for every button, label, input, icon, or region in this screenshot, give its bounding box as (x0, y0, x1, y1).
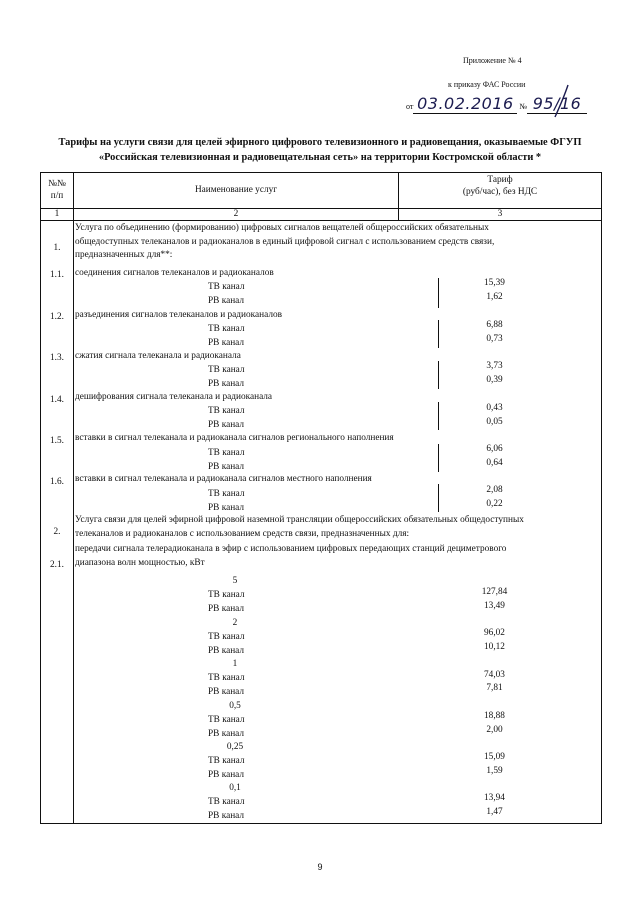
power-0-5-tv-value: 18,88 (484, 711, 505, 721)
item-1-2-tv-label: ТВ канал (208, 324, 245, 334)
power-0-5-rv-label: РВ канал (208, 729, 245, 739)
title-line-2: «Российская телевизионная и радиовещательная сеть» на территории Костромской области * (98, 151, 542, 163)
col-name-header: Наименование услуг (194, 185, 278, 195)
power-1-label: 1 (232, 659, 238, 669)
value-separator (438, 320, 439, 348)
document-title (40, 136, 600, 165)
item-1-6-name: вставки в сигнал телеканала и радиоканала сигналов местного наполнения (75, 474, 372, 484)
item-1-1-tv-value: 15,39 (484, 278, 505, 288)
item-1-6-number: 1.6. (50, 477, 64, 487)
value-separator (438, 278, 439, 308)
power-5-tv-label: ТВ канал (208, 590, 245, 600)
item-1-6-tv-value: 2,08 (486, 485, 503, 495)
item-1-1-rv-value: 1,62 (486, 292, 503, 302)
item-1-1-name: соединения сигналов телеканалов и радиоканалов (75, 268, 274, 278)
item-1-5-tv-label: ТВ канал (208, 448, 245, 458)
power-5-label: 5 (232, 576, 238, 586)
section-2-number: 2. (53, 527, 61, 537)
value-separator (438, 402, 439, 430)
power-0-25-rv-label: РВ канал (208, 770, 245, 780)
item-1-1-number: 1.1. (50, 270, 64, 280)
item-1-3-tv-value: 3,73 (486, 361, 503, 371)
item-1-4-number: 1.4. (50, 395, 64, 405)
power-0-1-label: 0,1 (229, 783, 241, 793)
item-1-3-name: сжатия сигнала телеканала и радиоканала (75, 351, 241, 361)
item-1-2-rv-value: 0,73 (486, 334, 503, 344)
table-top-border (41, 172, 601, 173)
section-1-text: Услуга по объединению (формированию) цифровых сигналов вещателей общероссийских обязательных общедоступных телеканалов и радиоканалов в единый цифровой сигнал с использованием средств связи, предназначенных для**: (75, 223, 495, 260)
col-index-1: 1 (54, 209, 60, 219)
power-5-tv-value: 127,84 (481, 587, 508, 597)
item-1-2-name: разъединения сигналов телеканалов и радиоканалов (75, 310, 282, 320)
item-1-6-rv-label: РВ канал (208, 503, 245, 513)
power-2-label: 2 (232, 618, 238, 628)
col-index-3: 3 (497, 209, 503, 219)
item-1-4-tv-label: ТВ канал (208, 406, 245, 416)
section-2-text: Услуга связи для целей эфирной цифровой наземной трансляции общероссийских обязательных общедоступных телеканалов и радиоканалов с использованием средств связи, предназначенных для: (75, 515, 524, 539)
item-1-4-rv-value: 0,05 (486, 417, 503, 427)
page-number: 9 (317, 862, 323, 872)
value-separator (438, 361, 439, 389)
item-1-2-rv-label: РВ канал (208, 338, 245, 348)
power-1-tv-label: ТВ канал (208, 673, 245, 683)
power-0-5-rv-value: 2,00 (486, 725, 503, 735)
value-separator (438, 444, 439, 472)
item-1-4-tv-value: 0,43 (486, 403, 503, 413)
power-0-5-tv-label: ТВ канал (208, 715, 245, 725)
item-1-5-rv-value: 0,64 (486, 458, 503, 468)
item-1-4-name: дешифрования сигнала телеканала и радиоканала (75, 392, 273, 402)
col-index-2: 2 (233, 209, 239, 219)
table-bottom-border (41, 823, 601, 824)
power-0-1-tv-label: ТВ канал (208, 797, 245, 807)
power-0-1-tv-value: 13,94 (484, 793, 505, 803)
item-1-4-rv-label: РВ канал (208, 420, 245, 430)
item-1-3-rv-label: РВ канал (208, 379, 245, 389)
item-1-2-tv-value: 6,88 (486, 320, 503, 330)
power-0-25-label: 0,25 (226, 742, 244, 752)
power-2-tv-label: ТВ канал (208, 632, 245, 642)
appendix-label: Приложение № 4 (463, 56, 522, 65)
power-5-rv-value: 13,49 (484, 601, 505, 611)
power-1-rv-value: 7,81 (486, 683, 503, 693)
handwritten-date: 03.02.2016 (413, 94, 517, 114)
sub-2-1-number: 2.1. (50, 560, 64, 570)
item-1-5-rv-label: РВ канал (208, 462, 245, 472)
power-2-rv-label: РВ канал (208, 646, 245, 656)
value-separator (438, 484, 439, 512)
power-0-5-label: 0,5 (229, 701, 241, 711)
tariff-table (40, 172, 602, 824)
power-0-25-rv-value: 1,59 (486, 766, 503, 776)
power-0-25-tv-label: ТВ канал (208, 756, 245, 766)
section-1-number: 1. (53, 243, 61, 253)
power-2-tv-value: 96,02 (484, 628, 505, 638)
col-number-header: №№ п/п (48, 179, 66, 201)
power-2-rv-value: 10,12 (484, 642, 505, 652)
number-column-divider (73, 221, 74, 824)
item-1-6-tv-label: ТВ канал (208, 489, 245, 499)
title-line-1: Тарифы на услуги связи для целей эфирного цифрового телевизионного и радиовещания, оказываемые ФГУП (58, 137, 582, 148)
item-1-6-rv-value: 0,22 (486, 499, 503, 509)
number-prefix: № (519, 102, 528, 111)
power-5-rv-label: РВ канал (208, 604, 245, 614)
power-0-1-rv-label: РВ канал (208, 811, 245, 821)
power-1-tv-value: 74,03 (484, 670, 505, 680)
item-1-2-number: 1.2. (50, 312, 64, 322)
date-prefix: от (406, 102, 414, 111)
item-1-5-number: 1.5. (50, 436, 64, 446)
item-1-5-tv-value: 6,06 (486, 444, 503, 454)
column-index-divider (41, 220, 601, 221)
order-reference: к приказу ФАС России (448, 80, 526, 89)
item-1-3-tv-label: ТВ канал (208, 365, 245, 375)
handwritten-slash-mark (553, 84, 571, 118)
sub-2-1-text: передачи сигнала телерадиоканала в эфир с использованием цифровых передающих станций дециметрового диапазона волн мощностью, кВт (75, 544, 507, 568)
power-0-25-tv-value: 15,09 (484, 752, 505, 762)
handwritten-number: 95/16 (527, 94, 587, 114)
item-1-1-tv-label: ТВ канал (208, 282, 245, 292)
item-1-1-rv-label: РВ канал (208, 296, 245, 306)
item-1-3-number: 1.3. (50, 353, 64, 363)
power-1-rv-label: РВ канал (208, 687, 245, 697)
item-1-3-rv-value: 0,39 (486, 375, 503, 385)
col-tariff-header: Тариф (руб/час), без НДС (462, 175, 538, 197)
item-1-5-name: вставки в сигнал телеканала и радиоканала сигналов регионального наполнения (75, 433, 394, 443)
power-0-1-rv-value: 1,47 (486, 807, 503, 817)
